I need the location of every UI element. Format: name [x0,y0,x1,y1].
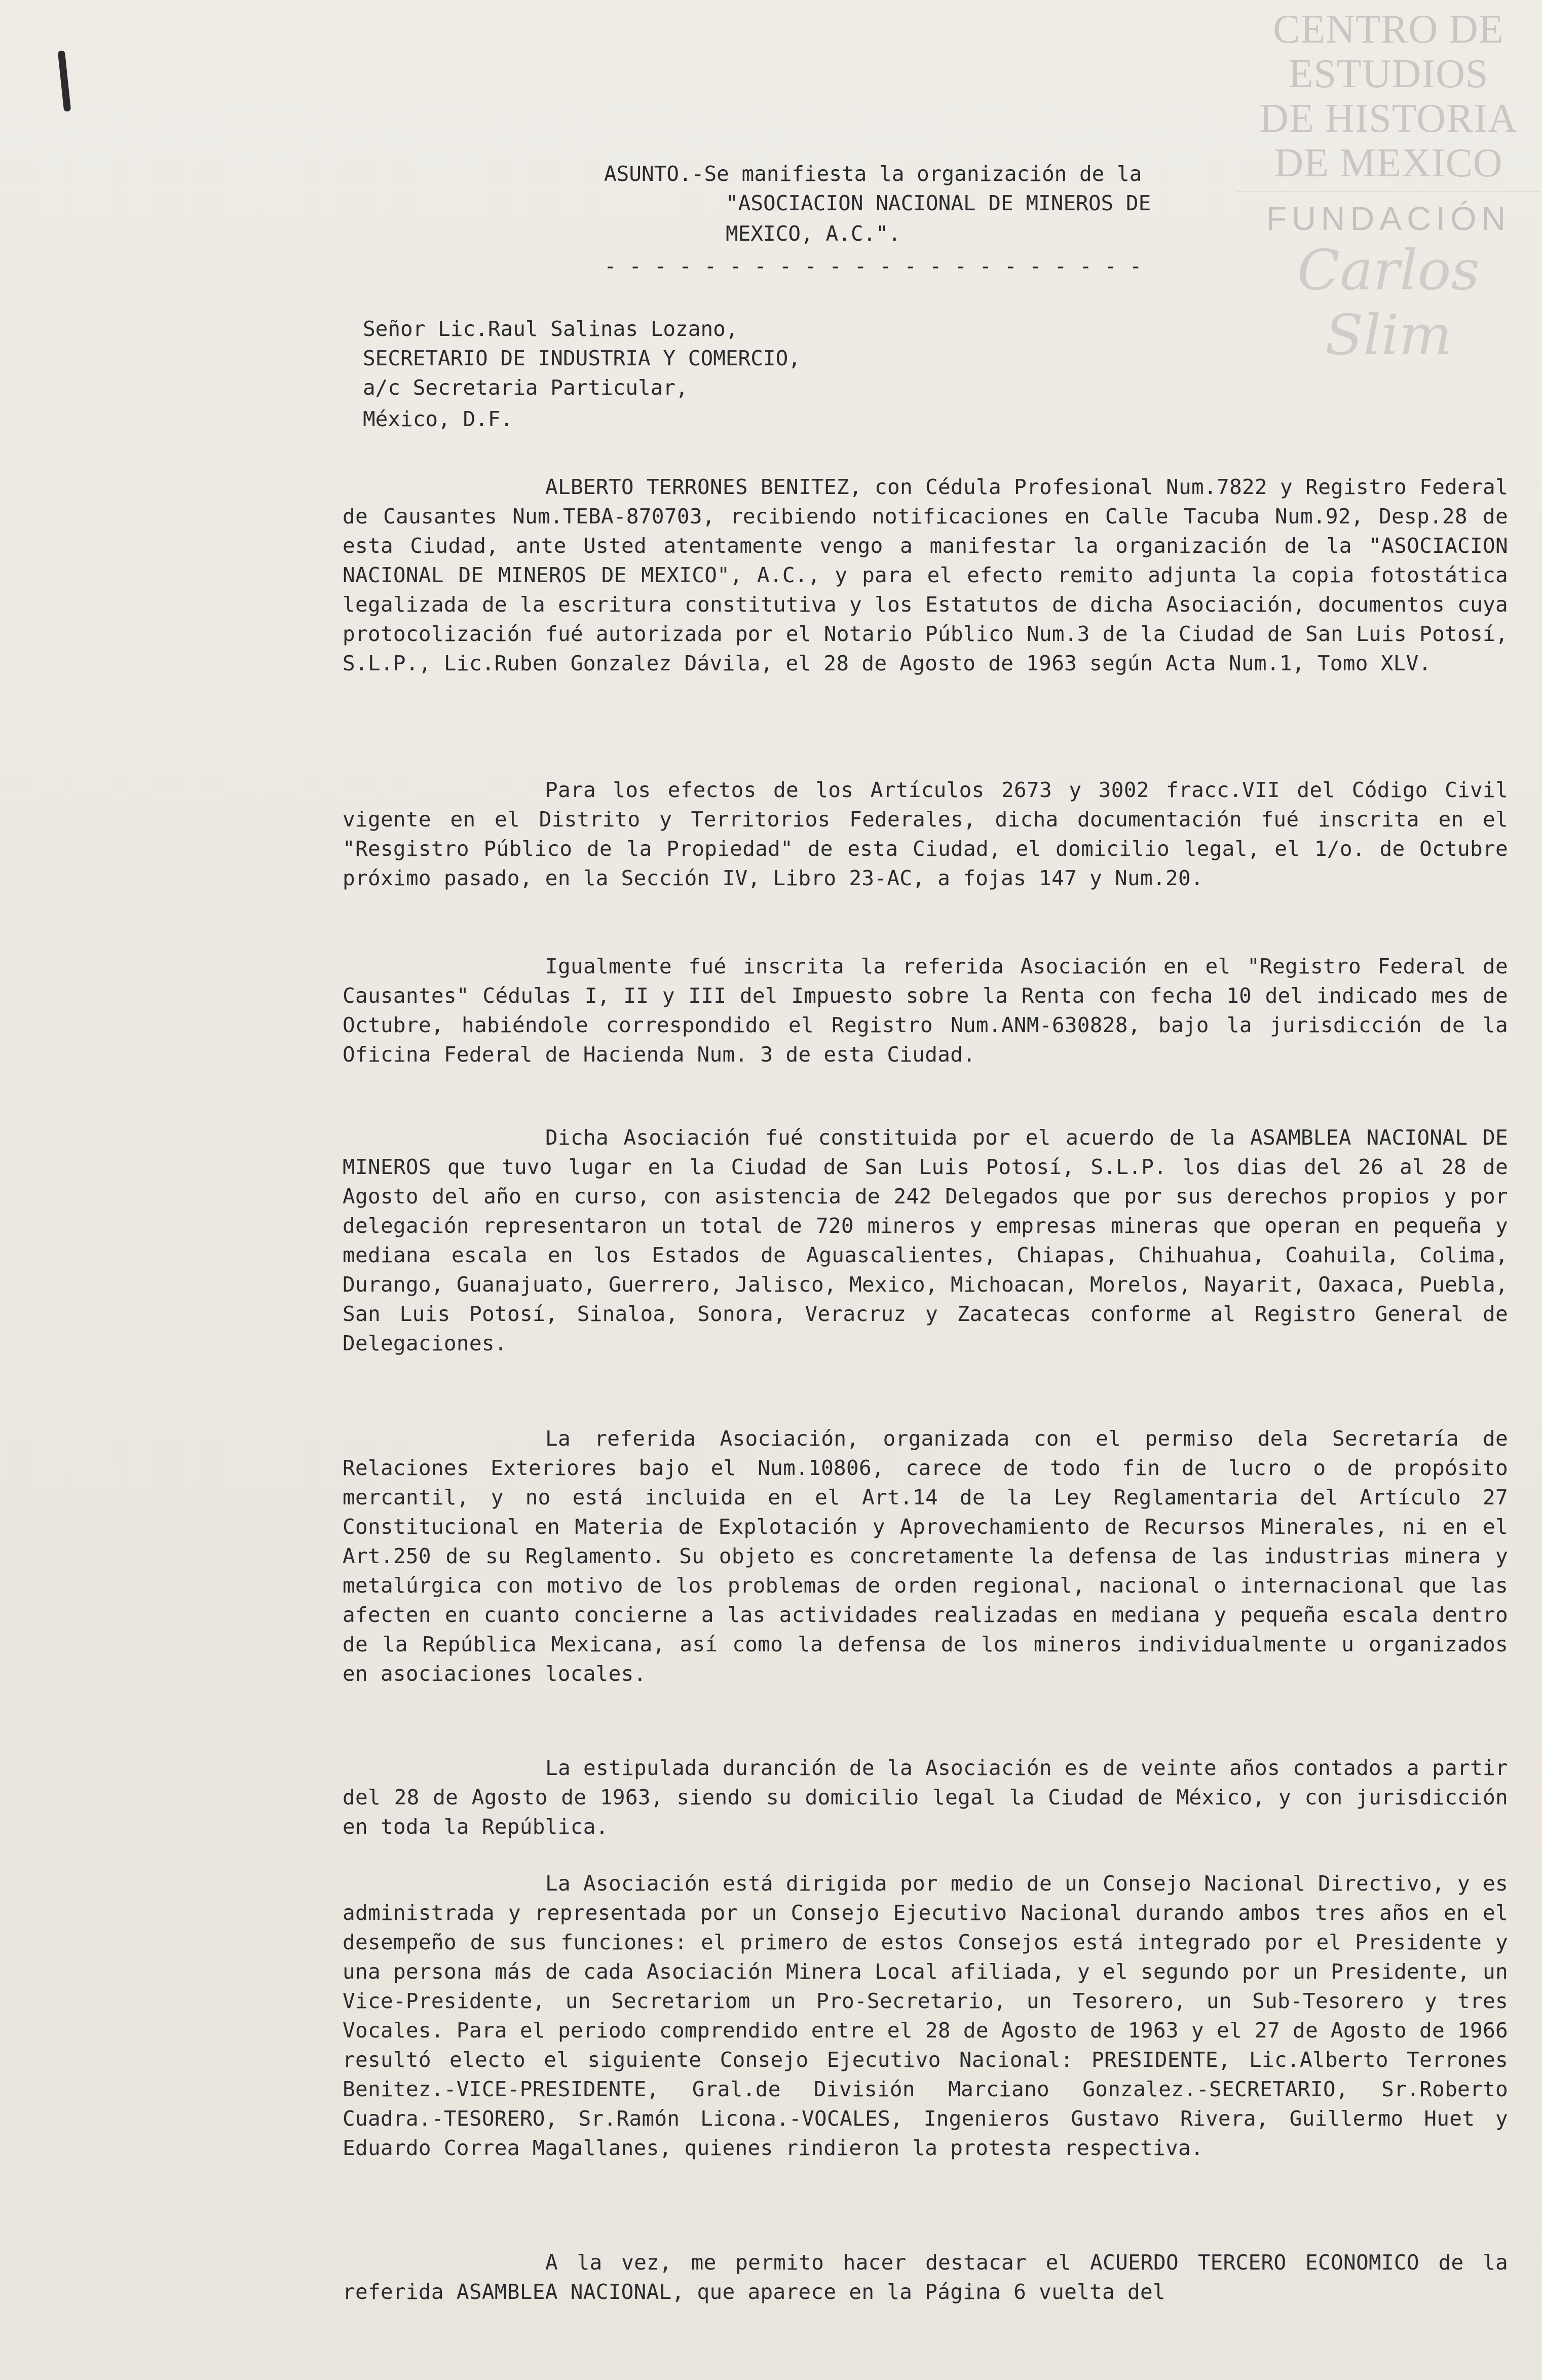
address-line-3: a/c Secretaria Particular, [363,375,688,400]
address-line-2: SECRETARIO DE INDUSTRIA Y COMERCIO, [363,346,801,370]
paragraph-8: A la vez, me permito hacer destacar el ACUERDO TERCERO ECONOMICO de la referida ASAMBLEA NACIONAL, que aparece en la Página 6 vuelta del [343,2250,1508,2304]
archive-watermark [1236,7,1540,367]
paragraph-1: ALBERTO TERRONES BENITEZ, con Cédula Profesional Num.7822 y Registro Federal de Causantes Num.TEBA-870703, recibiendo notificaciones en Calle Tacuba Num.92, Desp.28 de esta Ciudad, ante Usted atentamente vengo a manifestar la organización de la "ASOCIACION NACIONAL DE MINEROS DE MEXICO", A.C., y para el efecto remito adjunta la copia fotostática legalizada de la escritura constitutiva y los Estatutos de dicha Asociación, documentos cuya protocolización fué autorizada por el Notario Público Num.3 de la Ciudad de San Luis Potosí, S.L.P., Lic.Ruben Gonzalez Dávila, el 28 de Agosto de 1963 según Acta Num.1, Tomo XLV. [343,475,1508,675]
subject-line-2: "ASOCIACION NACIONAL DE MINEROS DE [726,191,1151,215]
watermark-signature: Carlos Slim [1297,238,1480,367]
watermark-line-2: ESTUDIOS [1288,52,1489,96]
paragraph-7: La Asociación está dirigida por medio de un Consejo Nacional Directivo, y es administrada y representada por un Consejo Ejecutivo Nacional durando ambos tres años en el desempeño de sus funciones: el primero de estos Consejos está integrado por el Presidente y una persona más de cada Asociación Minera Local afiliada, y el segundo por un Presidente, un Vice-Presidente, un Secretariom un Pro-Secretario, un Tesorero, un Sub-Tesorero y tres Vocales. Para el periodo comprendido entre el 28 de Agosto de 1963 y el 27 de Agosto de 1966 resultó electo el siguiente Consejo Ejecutivo Nacional: PRESIDENTE, Lic.Alberto Terrones Benitez.-VICE-PRESIDENTE, Gral.de División Marciano Gonzalez.-SECRETARIO, Sr.Roberto Cuadra.-TESORERO, Sr.Ramón Licona.-VOCALES, Ingenieros Gustavo Rivera, Guillermo Huet y Eduardo Correa Magallanes, quienes rindieron la protesta respectiva. [343,1871,1508,2160]
watermark-line-4: DE MEXICO [1274,141,1503,185]
subject-line-1: ASUNTO.-Se manifiesta la organización de la [604,162,1142,186]
punch-mark [58,51,71,112]
paragraph-4: Dicha Asociación fué constituida por el acuerdo de la ASAMBLEA NACIONAL DE MINEROS que tuvo lugar en la Ciudad de San Luis Potosí, S.L.P. los dias del 26 al 28 de Agosto del año en curso, con asistencia de 242 Delegados que por sus derechos propios y por delegación representaron un total de 720 mineros y empresas mineras que operan en pequeña y mediana escala en los Estados de Aguascalientes, Chiapas, Chihuahua, Coahuila, Colima, Durango, Guanajuato, Guerrero, Jalisco, Mexico, Michoacan, Morelos, Nayarit, Oaxaca, Puebla, San Luis Potosí, Sinaloa, Sonora, Veracruz y Zacatecas conforme al Registro General de Delegaciones. [343,1125,1508,1355]
subject-line-3: MEXICO, A.C.". [726,221,901,246]
watermark-line-3: DE HISTORIA [1259,96,1518,141]
subject-rule: - - - - - - - - - - - - - - - - - - - - - - [604,254,1142,278]
paragraph-2: Para los efectos de los Artículos 2673 y 3002 fracc.VII del Código Civil vigente en el Distrito y Territorios Federales, dicha documentación fué inscrita en el "Resgistro Público de la Propiedad" de esta Ciudad, el domicilio legal, el 1/o. de Octubre próximo pasado, en la Sección IV, Libro 23-AC, a fojas 147 y Num.20. [343,778,1508,890]
address-line-4: México, D.F. [363,407,513,431]
watermark-line-1: CENTRO DE [1273,7,1504,52]
watermark-foundation: FUNDACIÓN [1266,200,1511,237]
address-line-1: Señor Lic.Raul Salinas Lozano, [363,317,738,341]
paragraph-3: Igualmente fué inscrita la referida Asociación en el "Registro Federal de Causantes" Cédulas I, II y III del Impuesto sobre la Renta con fecha 10 del indicado mes de Octubre, habiéndole correspondido el Registro Num.ANM-630828, bajo la jurisdicción de la Oficina Federal de Hacienda Num. 3 de esta Ciudad. [343,954,1508,1067]
paragraph-6: La estipulada duranción de la Asociación es de veinte años contados a partir del 28 de Agosto de 1963, siendo su domicilio legal la Ciudad de México, y con jurisdicción en toda la República. [343,1756,1508,1839]
paragraph-5: La referida Asociación, organizada con el permiso dela Secretaría de Relaciones Exteriores bajo el Num.10806, carece de todo fin de lucro o de propósito mercantil, y no está incluida en el Art.14 de la Ley Reglamentaria del Artículo 27 Constitucional en Materia de Explotación y Aprovechamiento de Recursos Minerales, ni en el Art.250 de su Reglamento. Su objeto es concretamente la defensa de las industrias minera y metalúrgica con motivo de los problemas de orden regional, nacional o internacional que las afecten en cuanto concierne a las actividades realizadas en mediana y pequeña escala dentro de la República Mexicana, así como la defensa de los mineros individualmente u organizados en asociaciones locales. [343,1426,1508,1686]
